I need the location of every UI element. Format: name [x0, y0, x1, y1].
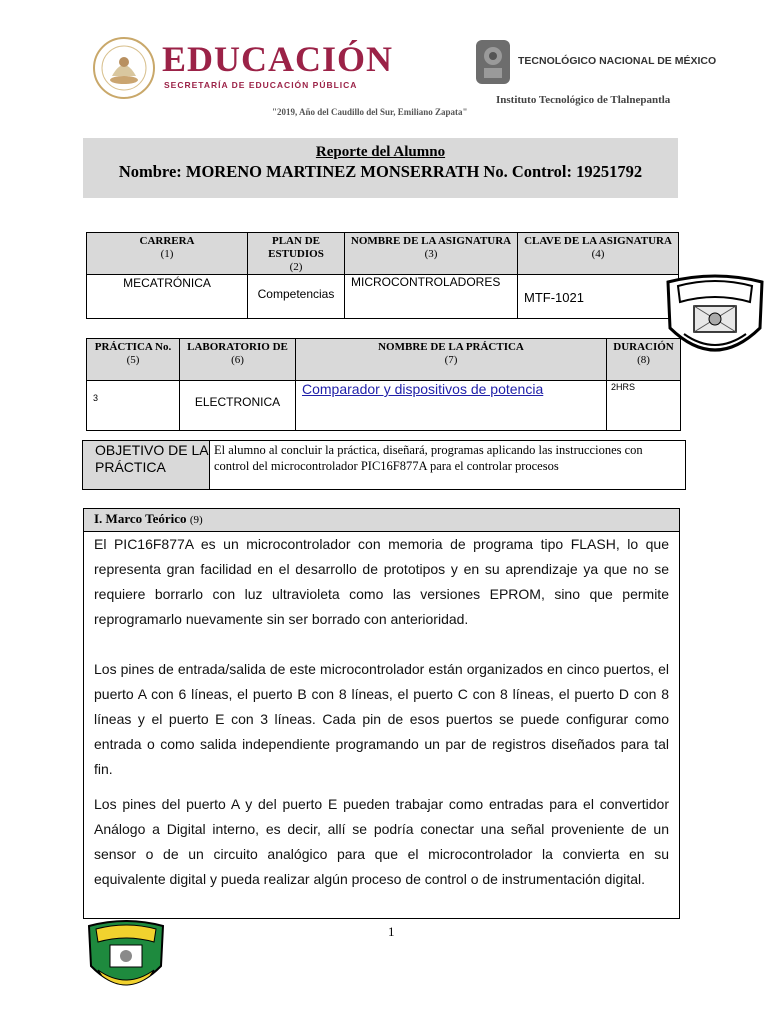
objective-label: OBJETIVO DE LA PRÁCTICA: [82, 440, 210, 490]
value-asignatura: MICROCONTROLADORES: [345, 275, 518, 319]
value-laboratorio: ELECTRONICA: [180, 381, 296, 431]
header-laboratorio: LABORATORIO DE (6): [180, 339, 296, 381]
report-title-block: [83, 138, 678, 198]
value-plan: Competencias: [248, 275, 345, 319]
tecnm-name: TECNOLÓGICO NACIONAL DE MÉXICO: [518, 55, 717, 67]
paragraph: Los pines de entrada/salida de este microcontrolador están organizados en cinco puertos, el puerto A con 6 líneas, el puerto B con 8 líneas, el puerto C con 8 líneas, el puerto D con 8 líneas y el puerto E con 3 líneas. Cada pin de esos puertos se puede configurar como entrada o como salida independiente programando un par de registros diseñados para tal fin.: [94, 661, 669, 777]
header-asignatura: NOMBRE DE LA ASIGNATURA (3): [345, 233, 518, 275]
paragraph: Los pines del puerto A y del puerto E pueden trabajar como entradas para el convertidor Análogo a Digital interno, es decir, allí se podría conectar una señal proveniente de un sensor o de un circuito analógico para que el microcontrolador la convierta en su equivalente digital y pueda realizar algún proceso de control o de instrumentación digital.: [94, 796, 669, 887]
objective-text: El alumno al concluir la práctica, diseñará, programas aplicando las instrucciones con control del microcontrolador PIC16F877A para el controlar procesos: [210, 440, 686, 490]
value-carrera: MECATRÓNICA: [87, 275, 248, 319]
header-carrera: CARRERA (1): [87, 233, 248, 275]
header-practica: PRÁCTICA No. (5): [87, 339, 180, 381]
student-name-line: Nombre: MORENO MARTINEZ MONSERRATH No. Control: 19251792: [118, 162, 643, 181]
paragraph: El PIC16F877A es un microcontrolador con memoria de programa tipo FLASH, lo que representa gran facilidad en el desarrollo de prototipos y en su aprendizaje ya que no se requiere borrarlo con luz ultravioleta como las versiones EPROM, sino que permite reprogramarlo nuevamente sin ser borrado con anterioridad.: [94, 536, 669, 627]
header-nombre-practica: NOMBRE DE LA PRÁCTICA (7): [296, 339, 607, 381]
value-practica: 3: [87, 381, 180, 431]
institute-name: Instituto Tecnológico de Tlalnepantla: [496, 94, 671, 106]
course-info-table: [86, 232, 679, 319]
edu-subtitle: SECRETARÍA DE EDUCACIÓN PÚBLICA: [164, 80, 358, 90]
value-clave: MTF-1021: [518, 275, 679, 319]
mexico-seal-icon: [92, 36, 156, 100]
marco-heading: I. Marco Teórico (9): [84, 509, 679, 532]
tecnm-logo-icon: [474, 38, 512, 86]
header-plan: PLAN DE ESTUDIOS (2): [248, 233, 345, 275]
report-title: Reporte del Alumno: [315, 144, 446, 160]
value-duracion: 2HRS: [607, 381, 681, 431]
header-duracion: DURACIÓN (8): [607, 339, 681, 381]
marco-body: [84, 532, 679, 892]
practice-info-table: [86, 338, 681, 431]
marco-teorico-section: [83, 508, 680, 919]
objective-block: [82, 440, 686, 492]
practice-name-link[interactable]: Comparador y dispositivos de potencia: [296, 381, 607, 431]
year-motto: "2019, Año del Caudillo del Sur, Emiliano Zapata": [272, 107, 468, 117]
header-clave: CLAVE DE LA ASIGNATURA (4): [518, 233, 679, 275]
institute-crest-icon: [664, 272, 766, 366]
edu-title: EDUCACIÓN: [162, 39, 394, 79]
page-number: 1: [388, 924, 395, 939]
institute-crest-color-icon: [86, 918, 166, 998]
